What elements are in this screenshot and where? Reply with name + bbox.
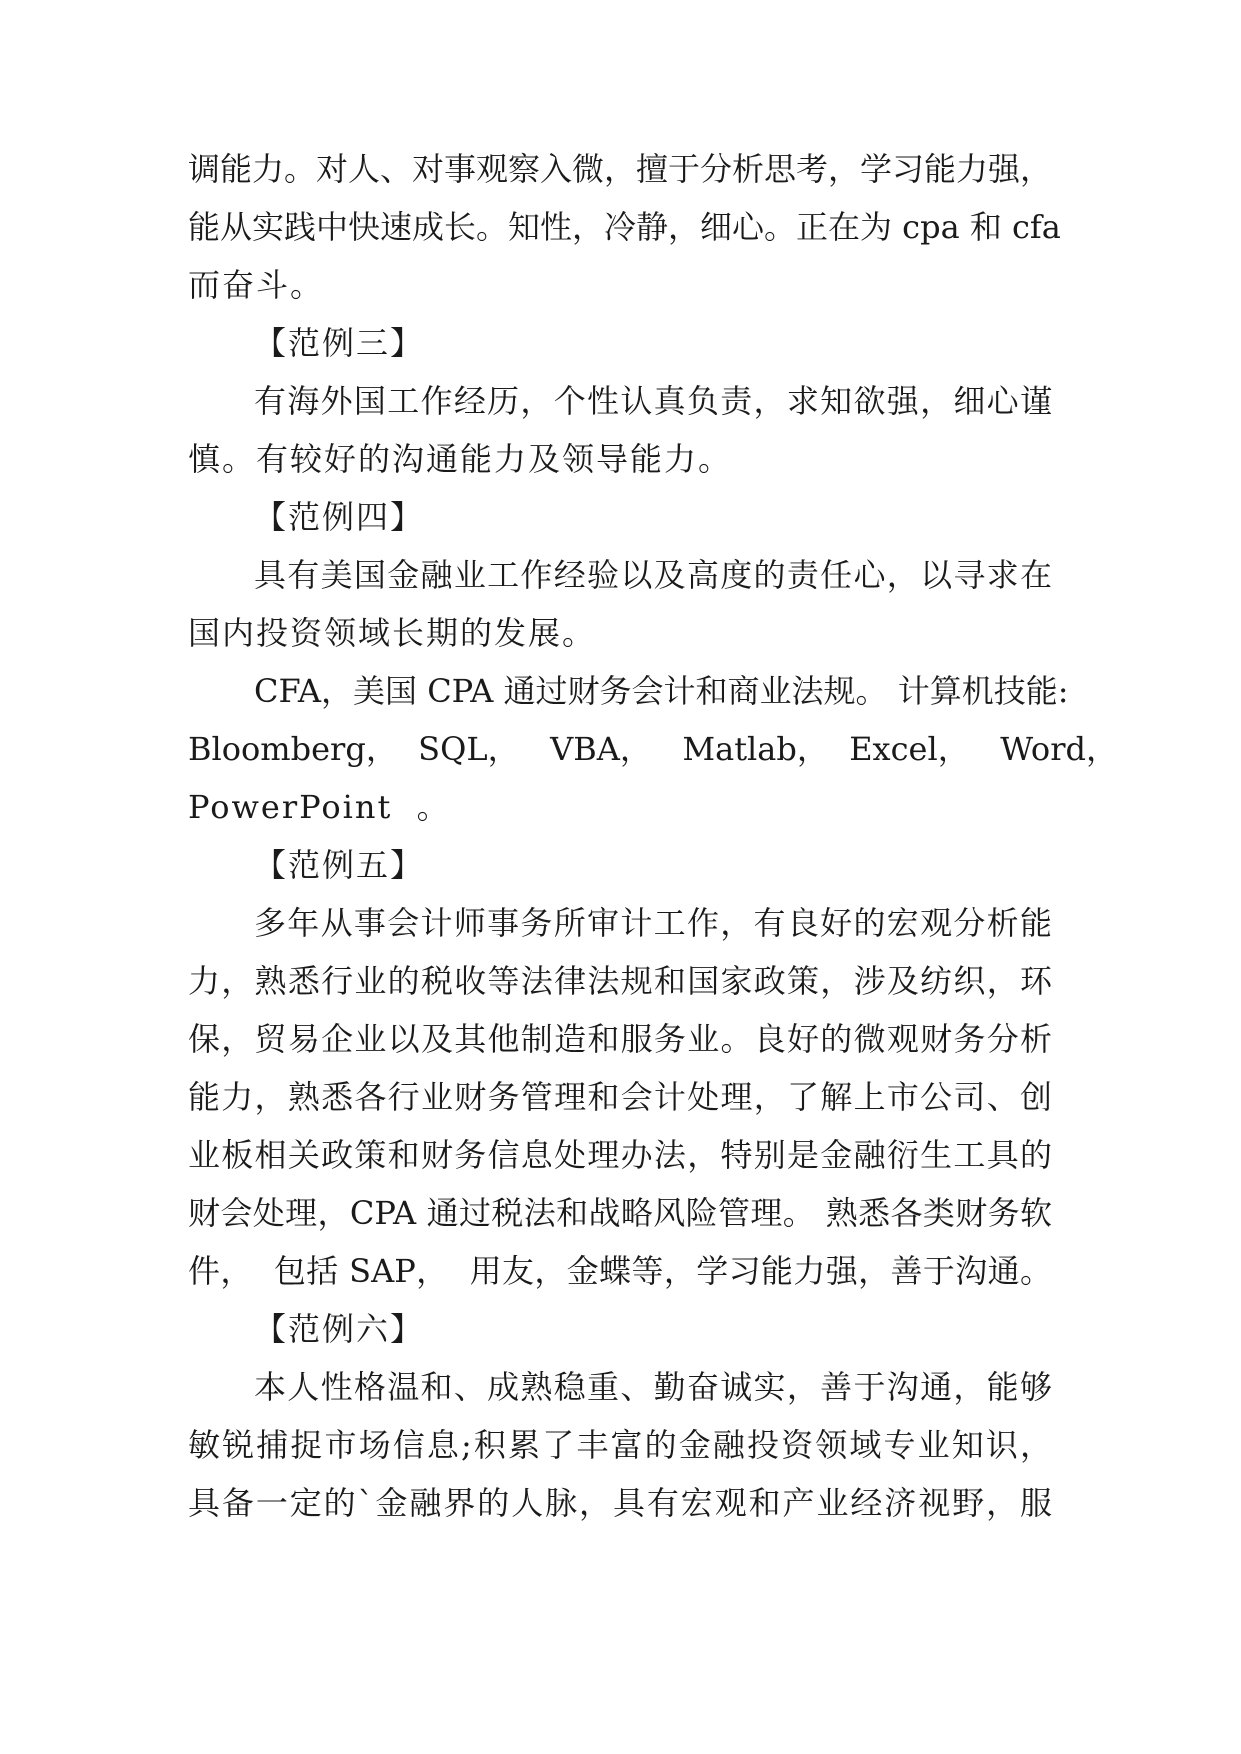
paragraph-line: 具备一定的`金融界的人脉，具有宏观和产业经济视野，服 bbox=[188, 1484, 1052, 1522]
paragraph-line: 本人性格温和、成熟稳重、勤奋诚实，善于沟通，能够 bbox=[254, 1368, 1052, 1406]
paragraph-line: 业板相关政策和财务信息处理办法，特别是金融衍生工具的 bbox=[188, 1136, 1052, 1174]
paragraph-line: 件， 包括 SAP， 用友，金蝶等，学习能力强，善于沟通。 bbox=[188, 1252, 1052, 1290]
paragraph-line: 国内投资领域长期的发展。 bbox=[188, 614, 597, 652]
paragraph-line: Bloomberg， SQL， VBA， Matlab， Excel， Word， bbox=[188, 730, 1118, 768]
section-heading-example3: 【范例三】 bbox=[254, 324, 425, 362]
paragraph-line: 慎。有较好的沟通能力及领导能力。 bbox=[188, 440, 733, 478]
paragraph-line: 有海外国工作经历，个性认真负责，求知欲强，细心谨 bbox=[254, 382, 1052, 420]
paragraph-line: 多年从事会计师事务所审计工作，有良好的宏观分析能 bbox=[254, 904, 1052, 942]
paragraph-line: CFA，美国 CPA 通过财务会计和商业法规。 计算机技能: bbox=[254, 672, 1069, 710]
section-heading-example4: 【范例四】 bbox=[254, 498, 425, 536]
paragraph-line: 能从实践中快速成长。知性，冷静，细心。正在为 cpa 和 cfa bbox=[188, 208, 1061, 246]
paragraph-line: 敏锐捕捉市场信息;积累了丰富的金融投资领域专业知识， bbox=[188, 1426, 1052, 1464]
paragraph-line: 具有美国金融业工作经验以及高度的责任心，以寻求在 bbox=[254, 556, 1052, 594]
paragraph-line: 财会处理，CPA 通过税法和战略风险管理。 熟悉各类财务软 bbox=[188, 1194, 1052, 1232]
paragraph-line: 保，贸易企业以及其他制造和服务业。良好的微观财务分析 bbox=[188, 1020, 1052, 1058]
section-heading-example5: 【范例五】 bbox=[254, 846, 425, 884]
paragraph-line: 能力，熟悉各行业财务管理和会计处理，了解上市公司、创 bbox=[188, 1078, 1052, 1116]
paragraph-line: 而奋斗。 bbox=[188, 266, 325, 304]
paragraph-line: PowerPoint 。 bbox=[188, 788, 451, 826]
section-heading-example6: 【范例六】 bbox=[254, 1310, 425, 1348]
paragraph-line: 调能力。对人、对事观察入微，擅于分析思考，学习能力强， bbox=[188, 150, 1053, 188]
paragraph-line: 力，熟悉行业的税收等法律法规和国家政策，涉及纺织，环 bbox=[188, 962, 1052, 1000]
